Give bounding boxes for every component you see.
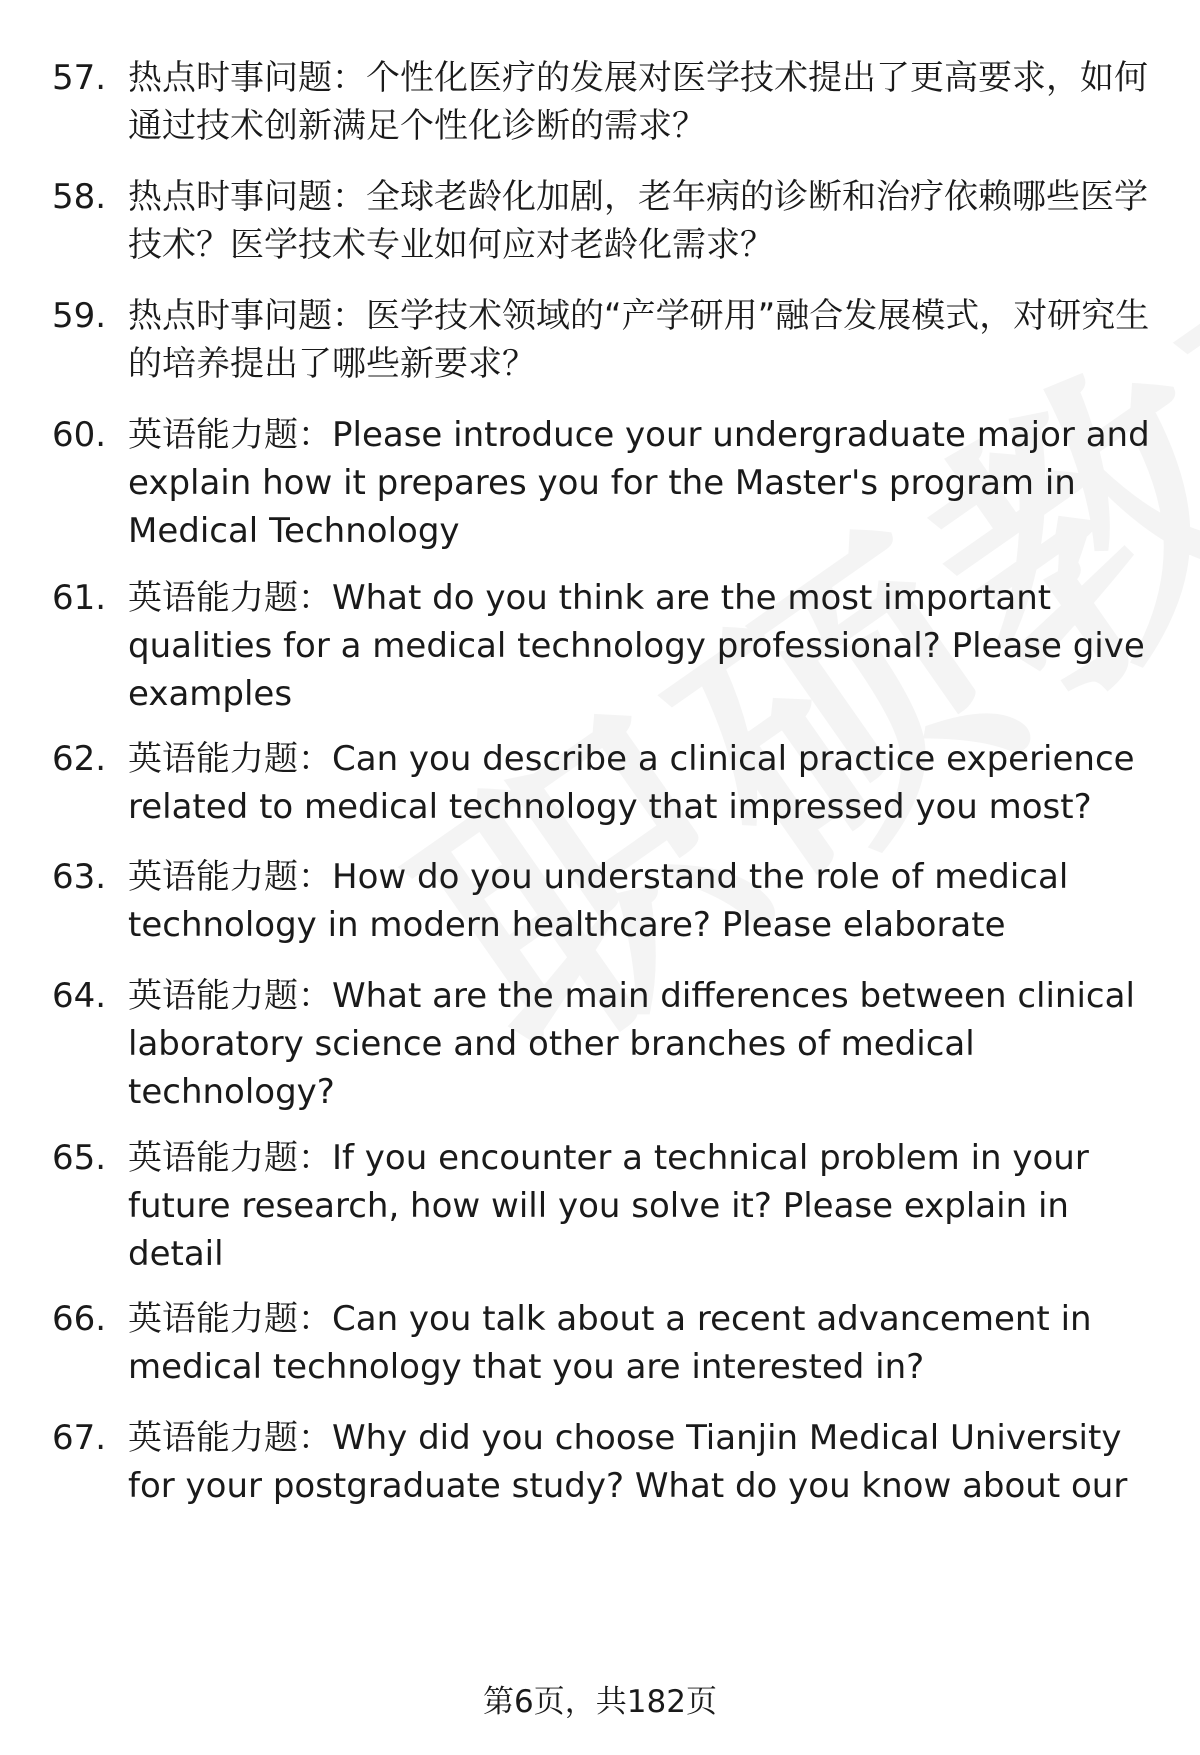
question-number: 64. bbox=[52, 976, 107, 1016]
question-text: 热点时事问题：全球老龄化加剧，老年病的诊断和治疗依赖哪些医学技术？医学技术专业如何应对老龄化需求？ bbox=[128, 177, 1148, 265]
question-text: 英语能力题：If you encounter a technical problem in your future research, how will you solve it? Please explain in detail bbox=[128, 1138, 1089, 1274]
question-item bbox=[52, 735, 1162, 831]
question-text: 热点时事问题：医学技术领域的“产学研用”融合发展模式，对研究生的培养提出了哪些新要求？ bbox=[128, 296, 1150, 384]
question-item bbox=[52, 173, 1162, 269]
question-item bbox=[52, 292, 1162, 388]
question-number: 67. bbox=[52, 1418, 107, 1458]
question-item bbox=[52, 574, 1162, 718]
question-number: 60. bbox=[52, 415, 107, 455]
question-item bbox=[52, 972, 1162, 1116]
question-number: 62. bbox=[52, 739, 107, 779]
watermark bbox=[330, 0, 1200, 1133]
question-number: 61. bbox=[52, 578, 107, 618]
question-text: 英语能力题：Why did you choose Tianjin Medical University for your postgraduate study? What do you know about our bbox=[128, 1418, 1128, 1506]
question-item bbox=[52, 1295, 1162, 1391]
question-number: 58. bbox=[52, 177, 107, 217]
question-text: 英语能力题：What do you think are the most important qualities for a medical technology professional? Please give examples bbox=[128, 578, 1145, 714]
question-number: 65. bbox=[52, 1138, 107, 1178]
question-text: 英语能力题：Can you talk about a recent advancement in medical technology that you are interested in? bbox=[128, 1299, 1092, 1387]
question-item bbox=[52, 54, 1162, 150]
question-text: 热点时事问题：个性化医疗的发展对医学技术提出了更高要求，如何通过技术创新满足个性化诊断的需求？ bbox=[128, 58, 1148, 146]
question-text: 英语能力题：Can you describe a clinical practice experience related to medical technology that impressed you most? bbox=[128, 739, 1135, 827]
question-item bbox=[52, 411, 1162, 555]
question-text: 英语能力题：What are the main differences between clinical laboratory science and other branches of medical technology? bbox=[128, 976, 1135, 1112]
question-item bbox=[52, 1134, 1162, 1278]
question-number: 57. bbox=[52, 58, 107, 98]
question-number: 63. bbox=[52, 857, 107, 897]
page-footer: 第6页，共182页 bbox=[483, 1684, 717, 1720]
question-number: 66. bbox=[52, 1299, 107, 1339]
question-text: 英语能力题：Please introduce your undergraduate major and explain how it prepares you for the Master's program in Medical Technology bbox=[128, 415, 1150, 551]
question-number: 59. bbox=[52, 296, 107, 336]
question-item bbox=[52, 1414, 1162, 1510]
question-item bbox=[52, 853, 1162, 949]
question-text: 英语能力题：How do you understand the role of medical technology in modern healthcare? Please elaborate bbox=[128, 857, 1069, 945]
